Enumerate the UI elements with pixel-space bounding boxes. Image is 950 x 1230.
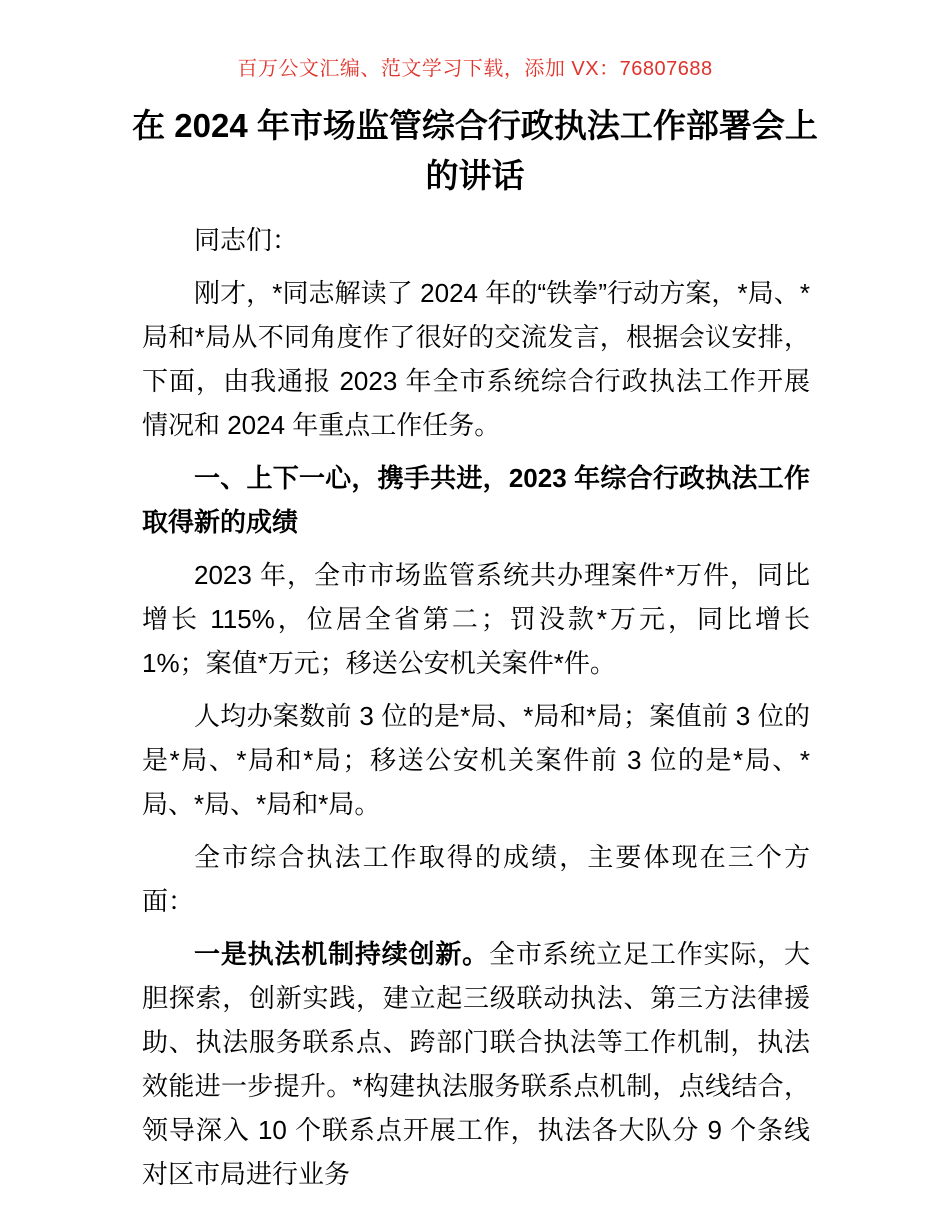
section-heading-1: 一、上下一心，携手共进，2023 年综合行政执法工作取得新的成绩: [142, 463, 810, 537]
document-title: [130, 101, 820, 201]
paragraph-rankings: 人均办案数前 3 位的是*局、*局和*局；案值前 3 位的是*局、*局和*局；移送公安机关案件前 3 位的是*局、*局、*局、*局和*局。: [142, 701, 810, 819]
document-body: [142, 218, 810, 1196]
document-title-line-1: 在 2024 年市场监管综合行政执法工作部署会上: [132, 107, 818, 144]
paragraph-intro: 刚才，*同志解读了 2024 年的“铁拳”行动方案，*局、*局和*局从不同角度作了很好的交流发言，根据会议安排，下面，由我通报 2023 年全市系统综合行政执法工作开展情况和 2024 年重点工作任务。: [142, 278, 810, 440]
paragraph-statistics: 2023 年，全市市场监管系统共办理案件*万件，同比增长 115%，位居全省第二；罚没款*万元，同比增长 1%；案值*万元；移送公安机关案件*件。: [142, 560, 810, 678]
document-title-line-2: 的讲话: [425, 157, 525, 194]
header-promo-notice: 百万公文汇编、范文学习下载，添加 VX：76807688: [237, 58, 713, 80]
paragraph-salutation: 同志们：: [194, 225, 299, 255]
paragraph-point-one: [142, 932, 810, 1196]
paragraph-achievements-intro: 全市综合执法工作取得的成绩，主要体现在三个方面：: [142, 842, 810, 916]
paragraph-point-one-lead: 一是执法机制持续创新。: [194, 939, 489, 969]
paragraph-point-one-text: 全市系统立足工作实际，大胆探索，创新实践，建立起三级联动执法、第三方法律援助、执法服务联系点、跨部门联合执法等工作机制，执法效能进一步提升。*构建执法服务联系点机制，点线结合，领导深入 10 个联系点开展工作，执法各大队分 9 个条线对区市局进行业务: [142, 939, 810, 1189]
